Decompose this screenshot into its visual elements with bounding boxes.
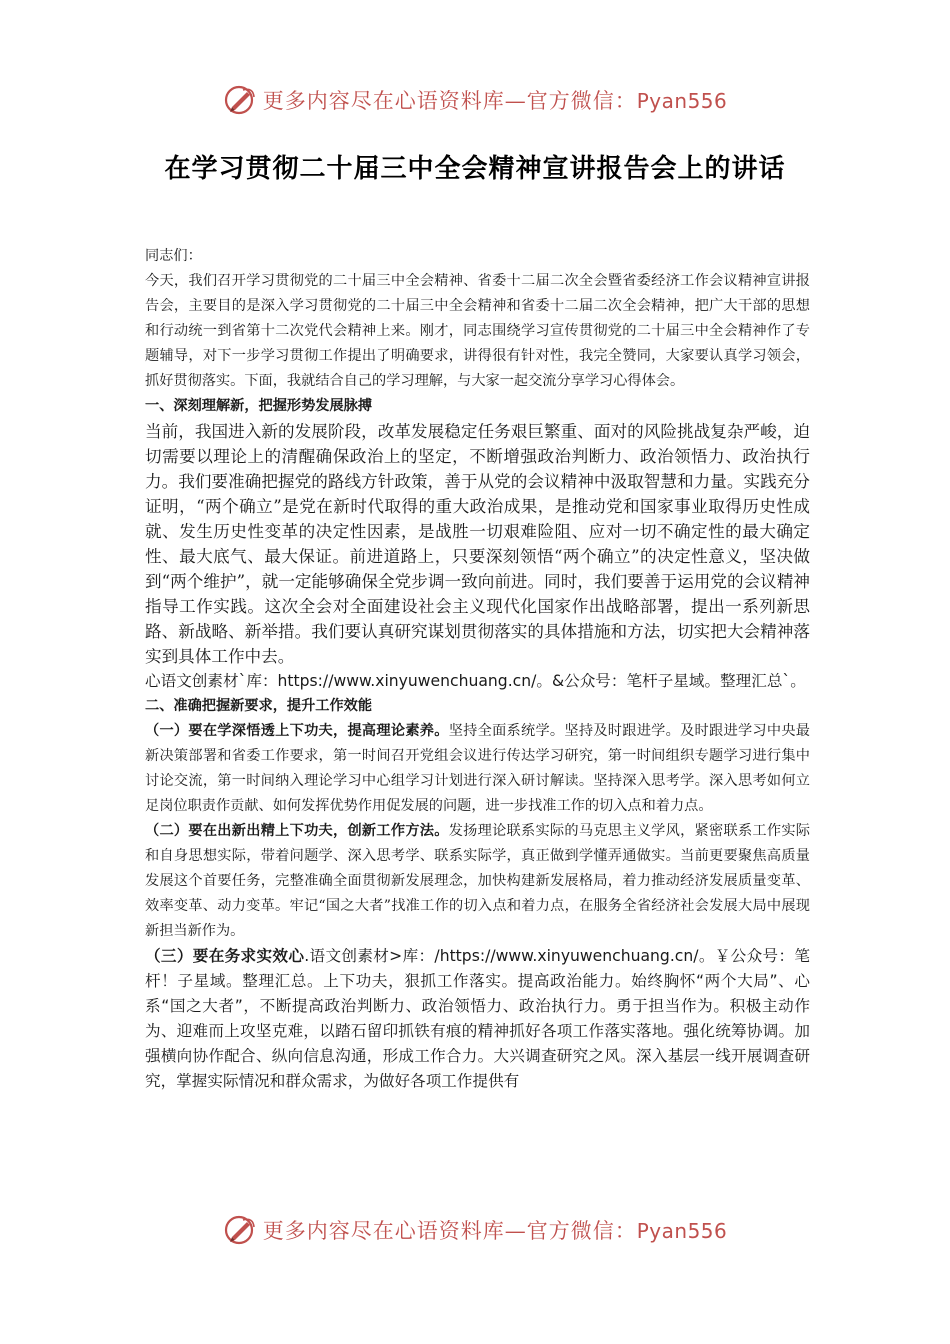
header-watermark [0, 78, 950, 122]
pen-logo-icon [223, 83, 257, 117]
item-3-paragraph [145, 944, 810, 1094]
document-body [145, 244, 810, 1094]
item-1-paragraph [145, 719, 810, 819]
intro-paragraph: 今天，我们召开学习贯彻党的二十届三中全会精神、省委十二届二次全会暨省委经济工作会议精神宣讲报告会，主要目的是深入学习贯彻党的二十届三中全会精神和省委十二届二次全会精神，把广大干部的思想和行动统一到省第十二次党代会精神上来。刚才，同志围绕学习宣传贯彻党的二十届三中全会精神作了专题辅导，对下一步学习贯彻工作提出了明确要求，讲得很有针对性，我完全赞同，大家要认真学习领会，抓好贯彻落实。下面，我就结合自己的学习理解，与大家一起交流分享学习心得体会。 [145, 273, 810, 389]
item-2-lead: （二）要在出新出精上下功夫，创新工作方法。 [145, 823, 449, 839]
watermark-handle: Pyan556 [636, 1219, 728, 1243]
pen-logo-icon [223, 1213, 257, 1247]
watermark-handle: Pyan556 [636, 89, 728, 113]
footer-watermark [0, 1208, 950, 1252]
item-2-body: 发扬理论联系实际的马克思主义学风，紧密联系工作实际和自身思想实际，带着问题学、深入思考学、联系实际学，真正做到学懂弄通做实。当前更要聚焦高质量发展这个首要任务，完整准确全面贯彻新发展理念，加快构建新发展格局，着力推动经济发展质量变革、效率变革、动力变革。牢记“国之大者”找准工作的切入点和着力点，在服务全省经济社会发展大局中展现新担当新作为。 [145, 823, 810, 939]
section-1-heading: 一、深刻理解新，把握形势发展脉搏 [145, 398, 373, 414]
source-note: 心语文创素材`库：https://www.xinyuwenchuang.cn/。&公众号：笔杆子星域。整理汇总`。 [145, 672, 806, 690]
watermark-text: 更多内容尽在心语资料库—官方微信：Pyan556 [262, 1219, 728, 1243]
item-2-paragraph [145, 819, 810, 944]
item-3-lead: （三）要在务求实效心 [145, 947, 305, 965]
section-2-heading: 二、准确把握新要求，提升工作效能 [145, 698, 373, 714]
item-3-body: .语文创素材>库：/https://www.xinyuwenchuang.cn/。￥公众号：笔杆！子星域。整理汇总。上下功夫，狠抓工作落实。提高政治能力。始终胸怀“两个大局”、心系“国之大者”，不断提高政治判断力、政治领悟力、政治执行力。勇于担当作为。积极主动作为、迎难而上攻坚克难，以踏石留印抓铁有痕的精神抓好各项工作落实落地。强化统筹协调。加强横向协作配合、纵向信息沟通，形成工作合力。大兴调查研究之风。深入基层一线开展调查研究，掌握实际情况和群众需求，为做好各项工作提供有 [145, 947, 810, 1090]
watermark-text: 更多内容尽在心语资料库—官方微信：Pyan556 [262, 89, 728, 113]
item-1-body: 坚持全面系统学。坚持及时跟进学。及时跟进学习中央最新决策部署和省委工作要求，第一时间召开党组会议进行传达学习研究，第一时间组织专题学习进行集中讨论交流，第一时间纳入理论学习中心组学习计划进行深入研讨解读。坚持深入思考学。深入思考如何立足岗位职责作贡献、如何发挥优势作用促发展的问题，进一步找准工作的切入点和着力点。 [145, 723, 810, 814]
document-title: 在学习贯彻二十届三中全会精神宣讲报告会上的讲话 [164, 154, 786, 184]
salutation: 同志们： [145, 248, 202, 264]
item-1-lead: （一）要在学深悟透上下功夫，提高理论素养。 [145, 723, 449, 739]
section-1-paragraph: 当前，我国进入新的发展阶段，改革发展稳定任务艰巨繁重、面对的风险挑战复杂严峻，迫切需要以理论上的清醒确保政治上的坚定，不断增强政治判断力、政治领悟力、政治执行力。我们要准确把握党的路线方针政策，善于从党的会议精神中汲取智慧和力量。实践充分证明，“两个确立”是党在新时代取得的重大政治成果，是推动党和国家事业取得历史性成就、发生历史性变革的决定性因素，是战胜一切艰难险阻、应对一切不确定性的最大确定性、最大底气、最大保证。前进道路上，只要深刻领悟“两个确立”的决定性意义，坚决做到“两个维护”，就一定能够确保全党步调一致向前进。同时，我们要善于运用党的会议精神指导工作实践。这次全会对全面建设社会主义现代化国家作出战略部署，提出一系列新思路、新战略、新举措。我们要认真研究谋划贯彻落实的具体措施和方法，切实把大会精神落实到具体工作中去。 [145, 422, 810, 666]
